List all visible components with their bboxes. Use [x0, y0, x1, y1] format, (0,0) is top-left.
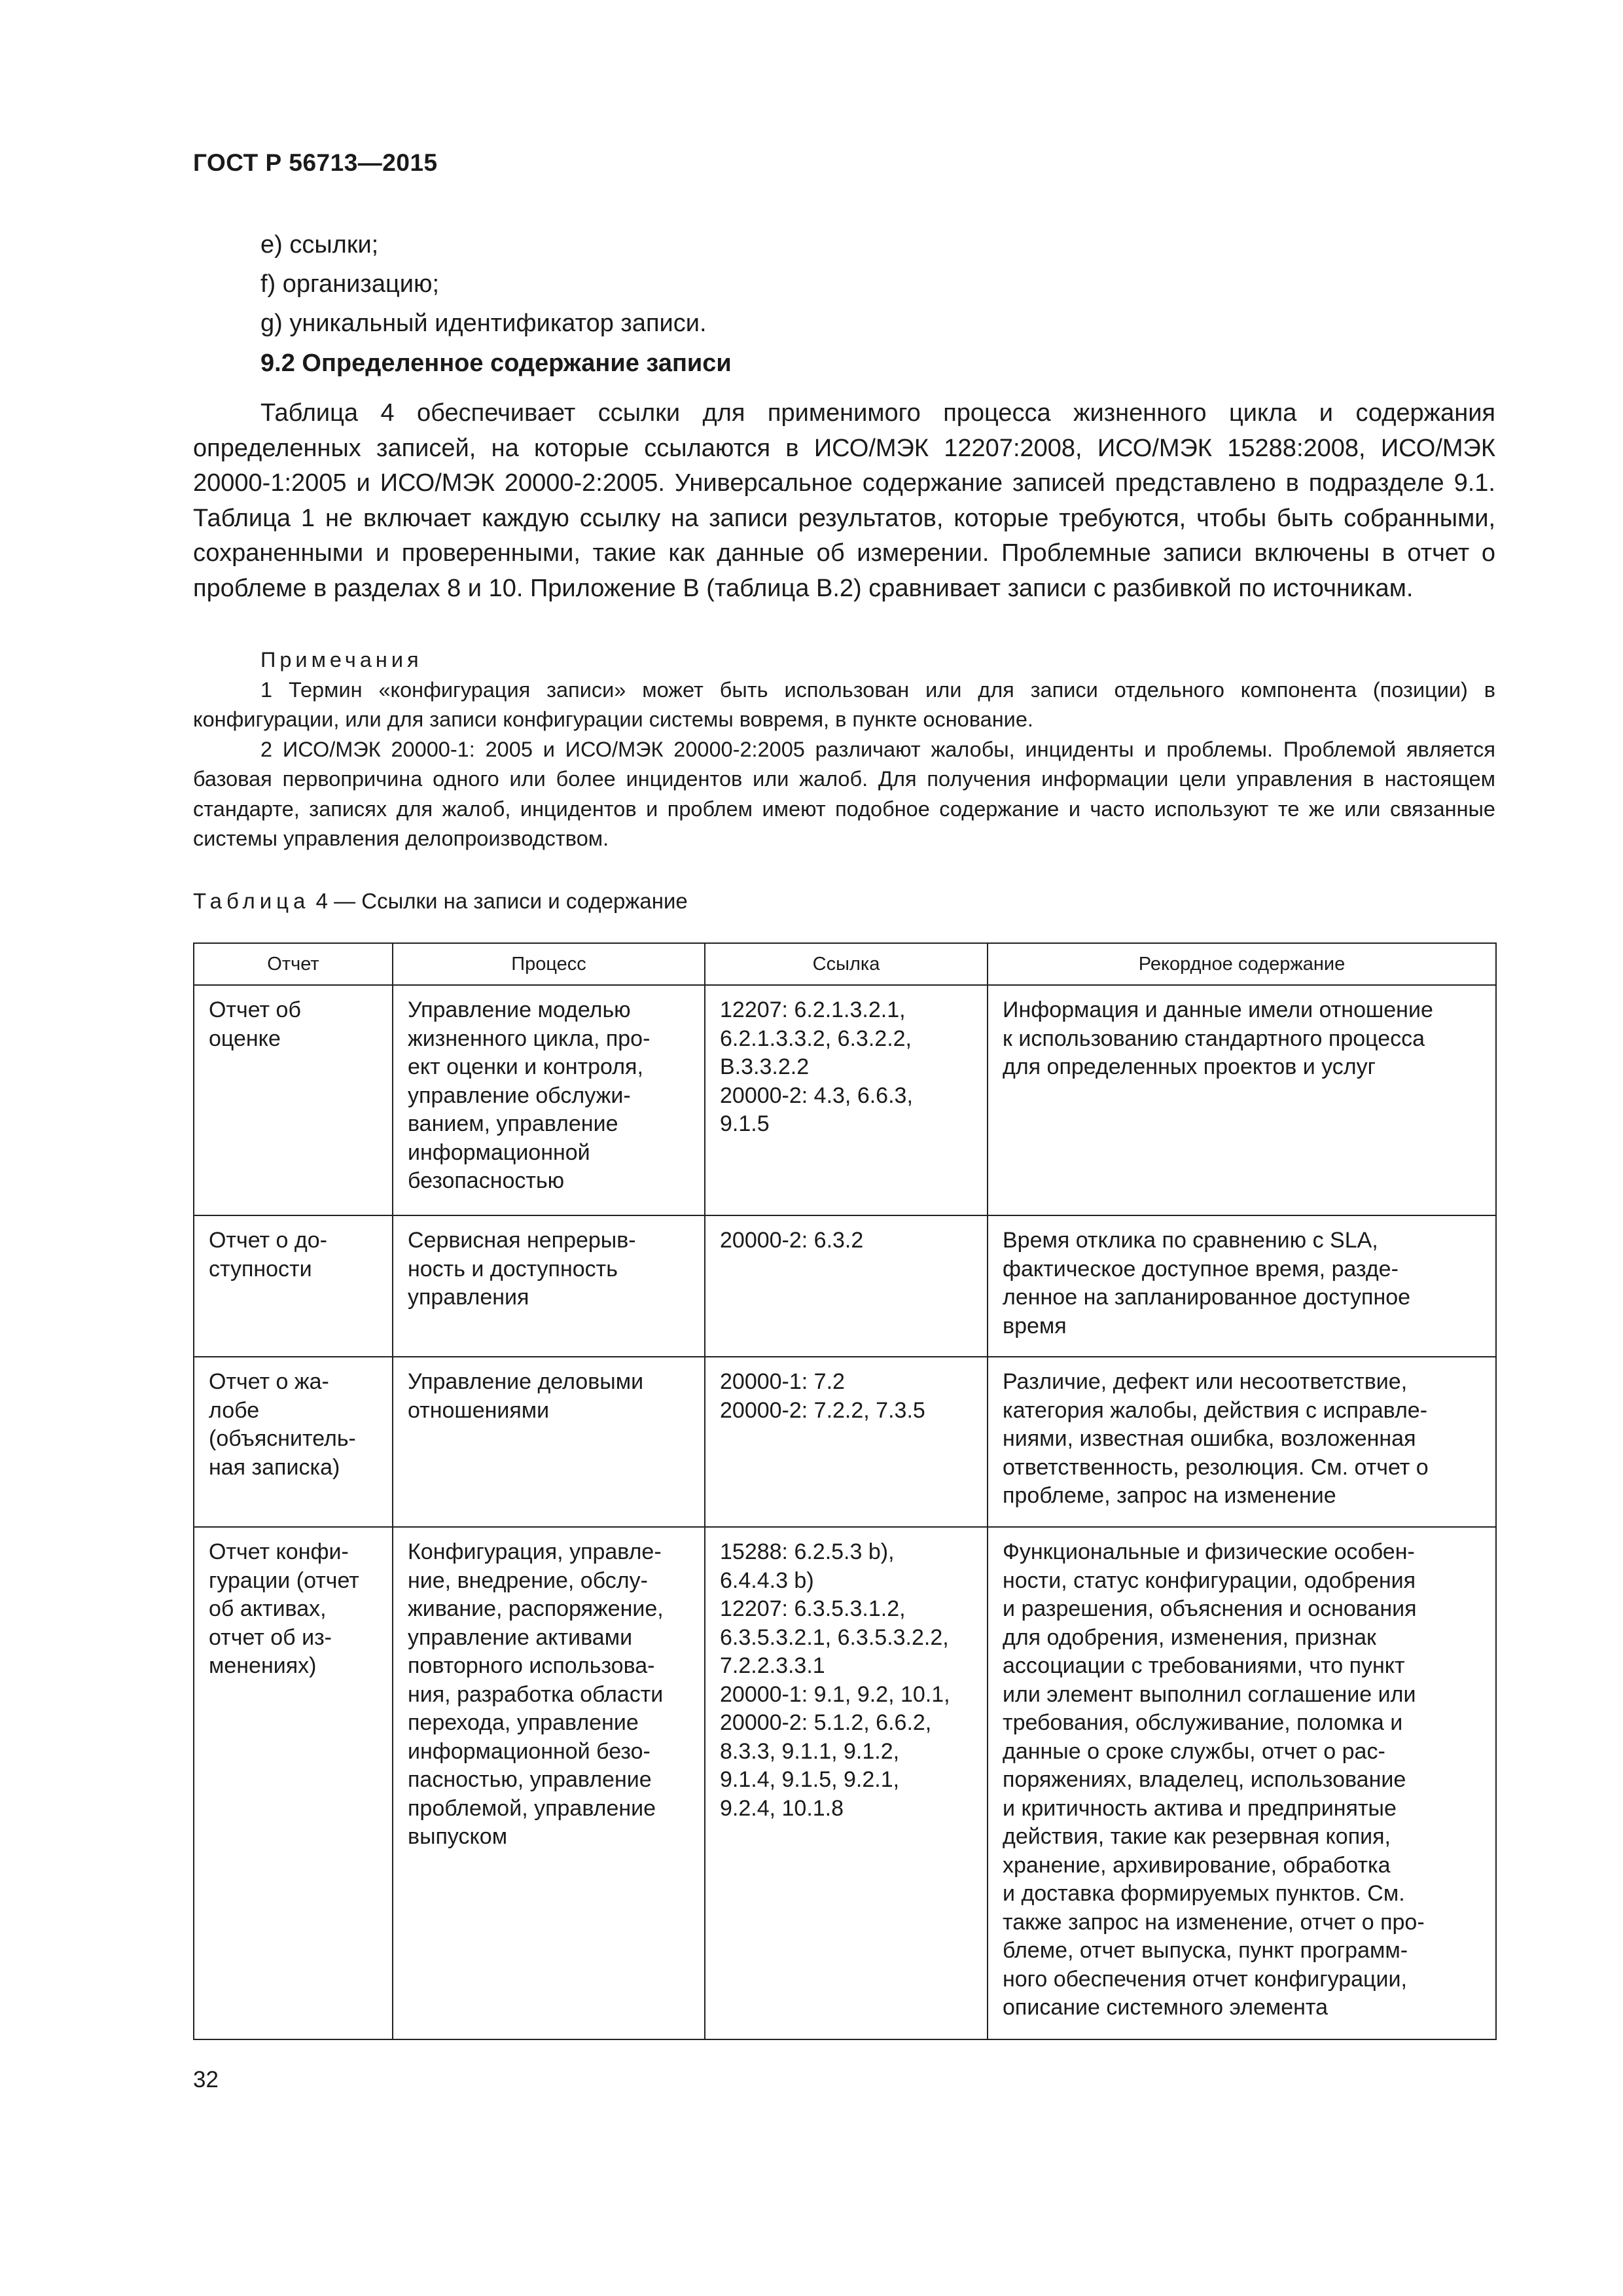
cell-reference: 15288: 6.2.5.3 b), 6.4.4.3 b) 12207: 6.3.5.3.1.2, 6.3.5.3.2.1, 6.3.5.3.2.2, 7.2.2.3.3.1 20000-1: 9.1, 9.2, 10.1, 20000-2: 5.1.2, 6.6.2, 8.3.3, 9.1.1, 9.1.2, 9.1.4, 9.1.5, 9.2.1, 9.2.4, 10.1.8: [705, 1527, 988, 2039]
section-paragraph: Таблица 4 обеспечивает ссылки для применимого процесса жизненного цикла и содержания определенных записей, на которые ссылаются в ИСО/МЭК 12207:2008, ИСО/МЭК 15288:2008, ИСО/МЭК 20000-1:2005 и ИСО/МЭК 20000-2:2005. Универсальное содержание записей представлено в подразделе 9.1. Таблица 1 не включает каждую ссылку на записи результатов, которые требуются, чтобы быть собранными, сохраненными и проверенными, такие как данные об измерении. Проблемные записи включены в отчет о проблеме в разделах 8 и 10. Приложение В (таблица В.2) сравнивает записи с разбивкой по источникам.: [193, 399, 1495, 602]
cell-process: Конфигурация, управле- ние, внедрение, обслу- живание, распоряжение, управление активами повторного использова- ния, разработка области перехода, управление информационной безо- пасностью, управление проблемой, управление выпуском: [393, 1527, 705, 2039]
note-item: 1 Термин «конфигурация записи» может быть использован или для записи отдельного компонента (позиции) в конфигурации, или для записи конфигурации системы вовремя, в пункте основание.: [193, 677, 1495, 731]
cell-report: Отчет об оценке: [194, 985, 393, 1215]
note-item: 2 ИСО/МЭК 20000-1: 2005 и ИСО/МЭК 20000-2:2005 различают жалобы, инциденты и проблемы. Проблемой является базовая первопричина одного или более инцидентов или жалоб. Для получения информации цели управления в настоящем стандарте, записях для жалоб, инцидентов и проблем имеют подобное содержание и часто используют те же или связанные системы управления делопроизводством.: [193, 737, 1495, 850]
list-item: f) организацию;: [260, 270, 440, 298]
cell-reference: 20000-1: 7.2 20000-2: 7.2.2, 7.3.5: [705, 1357, 988, 1527]
cell-process: Управление деловыми отношениями: [393, 1357, 705, 1527]
notes-title: Примечания: [260, 648, 423, 672]
column-header-content: Рекордное содержание: [988, 943, 1496, 985]
table-row: [194, 1357, 1496, 1527]
column-header-report: Отчет: [194, 943, 393, 985]
table-header-row: [194, 943, 1496, 985]
table-caption: [193, 889, 688, 914]
cell-content: Функциональные и физические особен- ности, статус конфигурации, одобрения и разрешения, объяснения и основания для одобрения, изменения, признак ассоциации с требованиями, что пункт или элемент выполнил соглашение или требования, обслуживание, поломка и данные о сроке службы, отчет о рас- поряжениях, владелец, использование и критичность актива и предпринятые действия, такие как резервная копия, хранение, архивирование, обработка и доставка формируемых пунктов. См. также запрос на изменение, отчет о про- блеме, отчет выпуска, пункт программ- ного обеспечения отчет конфигурации, описание системного элемента: [988, 1527, 1496, 2039]
page-number: 32: [193, 2067, 219, 2092]
cell-reference: 12207: 6.2.1.3.2.1, 6.2.1.3.3.2, 6.3.2.2, B.3.3.2.2 20000-2: 4.3, 6.6.3, 9.1.5: [705, 985, 988, 1215]
table-caption-text: 4 — Ссылки на записи и содержание: [315, 889, 688, 913]
cell-report: Отчет конфи- гурации (отчет об активах, отчет об из- менениях): [194, 1527, 393, 2039]
record-fields-list: [260, 225, 707, 343]
column-header-reference: Ссылка: [705, 943, 988, 985]
cell-content: Информация и данные имели отношение к использованию стандартного процесса для определенных проектов и услуг: [988, 985, 1496, 1215]
table-row: [194, 1215, 1496, 1357]
table-row: [194, 1527, 1496, 2039]
list-item: e) ссылки;: [260, 231, 379, 259]
cell-reference: 20000-2: 6.3.2: [705, 1215, 988, 1357]
notes-block: [193, 645, 1495, 854]
cell-report: Отчет о жа- лобе (объяснитель- ная записка): [194, 1357, 393, 1527]
document-header: ГОСТ Р 56713—2015: [193, 149, 438, 176]
table-caption-label: Таблица: [193, 889, 310, 913]
list-item: g) уникальный идентификатор записи.: [260, 310, 707, 337]
records-table: [193, 942, 1497, 2040]
cell-process: Управление моделью жизненного цикла, про- ект оценки и контроля, управление обслужи- ванием, управление информационной безопасностью: [393, 985, 705, 1215]
cell-content: Различие, дефект или несоответствие, категория жалобы, действия с исправле- ниями, известная ошибка, возложенная ответственность, резолюция. См. отчет о проблеме, запрос на изменение: [988, 1357, 1496, 1527]
column-header-process: Процесс: [393, 943, 705, 985]
cell-content: Время отклика по сравнению с SLA, фактическое доступное время, разде- ленное на запланированное доступное время: [988, 1215, 1496, 1357]
cell-process: Сервисная непрерыв- ность и доступность управления: [393, 1215, 705, 1357]
table-row: [194, 985, 1496, 1215]
section-title: 9.2 Определенное содержание записи: [260, 350, 732, 377]
cell-report: Отчет о до- ступности: [194, 1215, 393, 1357]
